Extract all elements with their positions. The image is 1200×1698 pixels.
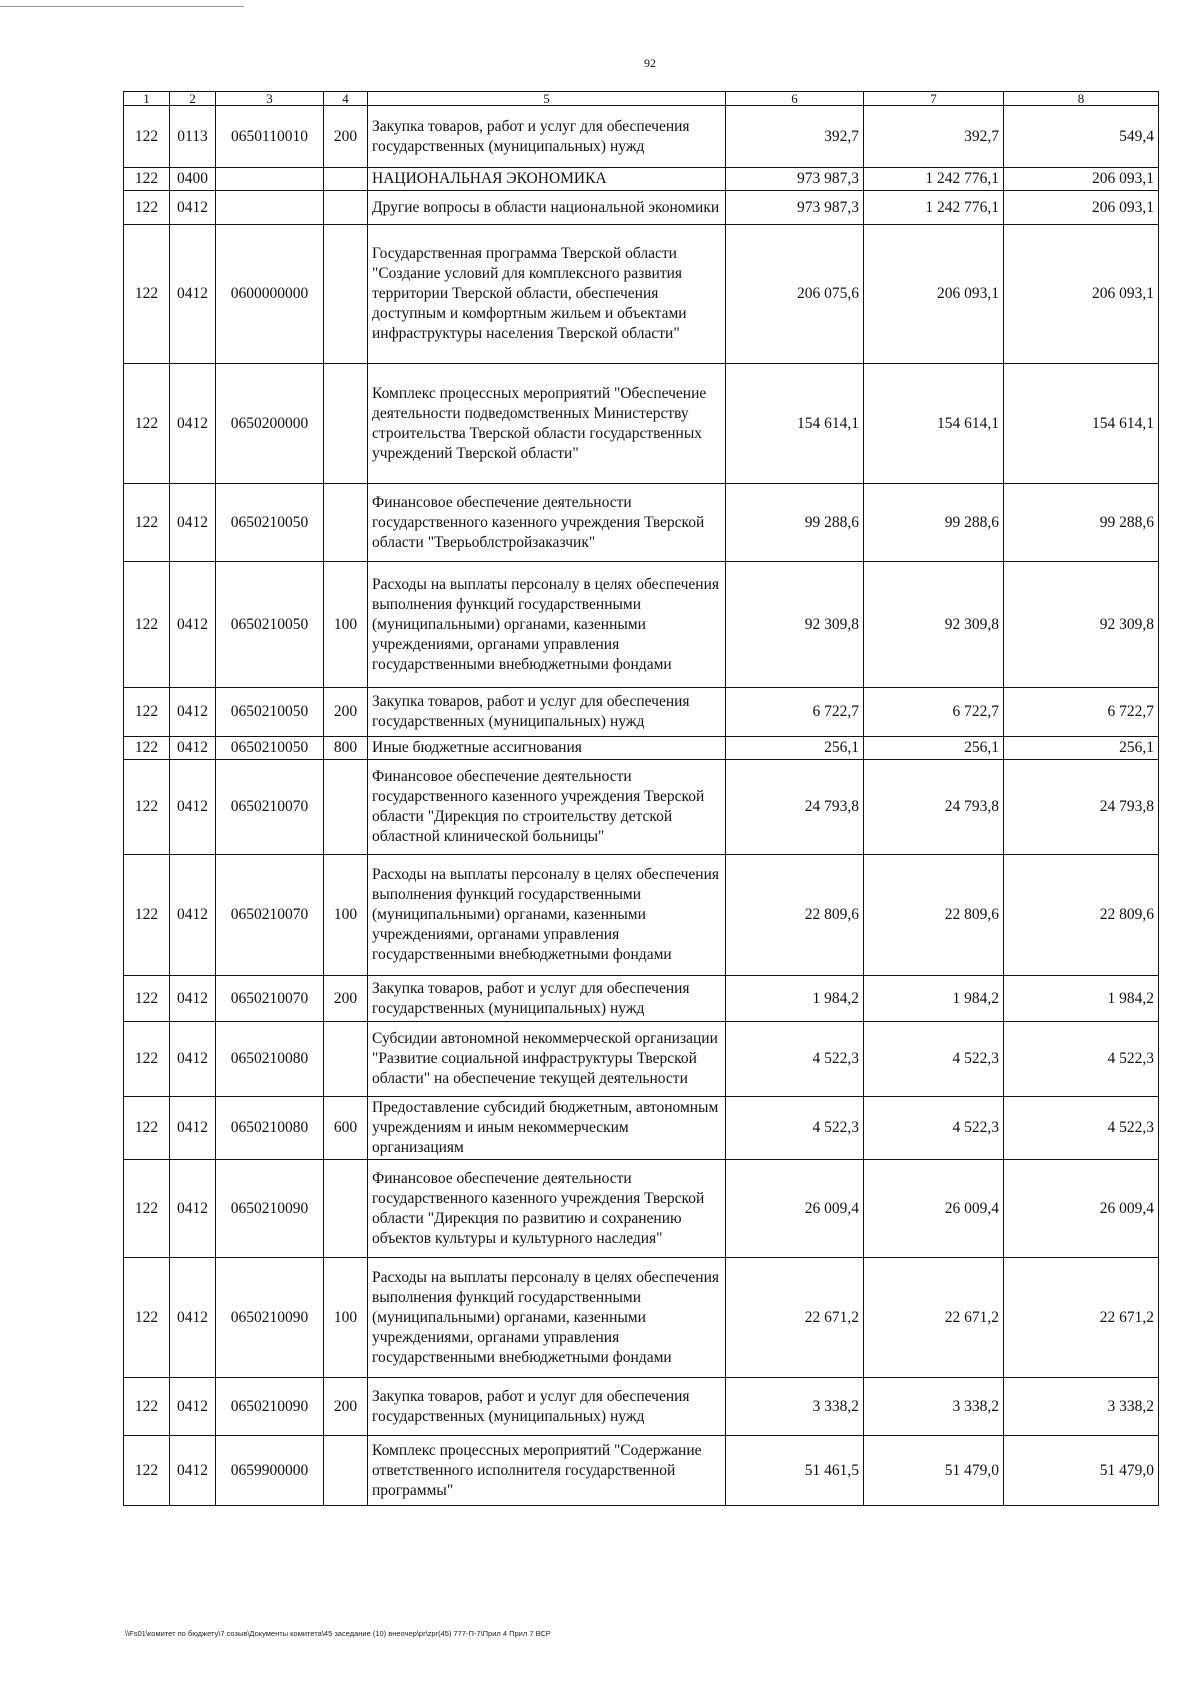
amount-col8-cell: 3 338,2 <box>1004 1378 1159 1436</box>
amount-col6-cell: 973 987,3 <box>726 168 864 191</box>
column-header: 3 <box>216 92 324 106</box>
amount-col7-cell: 1 242 776,1 <box>864 191 1004 225</box>
amount-col8-cell: 206 093,1 <box>1004 225 1159 364</box>
table-row <box>124 225 1159 364</box>
target-article-cell <box>216 191 324 225</box>
table-row <box>124 191 1159 225</box>
amount-col7-cell: 392,7 <box>864 106 1004 168</box>
amount-col6-cell: 154 614,1 <box>726 364 864 484</box>
target-article-cell: 0650210090 <box>216 1378 324 1436</box>
target-article-cell: 0650210050 <box>216 688 324 737</box>
target-article-cell <box>216 168 324 191</box>
amount-col8-cell: 1 984,2 <box>1004 976 1159 1022</box>
section-code-cell: 0412 <box>170 1378 216 1436</box>
amount-col8-cell: 99 288,6 <box>1004 484 1159 562</box>
item-name-cell: Расходы на выплаты персоналу в целях обеспечения выполнения функций государственными (муниципальными) органами, казенными учреждениями, органами управления государственными внебюджетными фондами <box>368 1258 726 1378</box>
expense-type-cell <box>324 760 368 855</box>
amount-col8-cell: 92 309,8 <box>1004 562 1159 688</box>
chapter-code-cell: 122 <box>124 760 170 855</box>
section-code-cell: 0400 <box>170 168 216 191</box>
item-name-cell: Другие вопросы в области национальной экономики <box>368 191 726 225</box>
table-row <box>124 1258 1159 1378</box>
chapter-code-cell: 122 <box>124 225 170 364</box>
section-code-cell: 0412 <box>170 1258 216 1378</box>
amount-col6-cell: 92 309,8 <box>726 562 864 688</box>
section-code-cell: 0412 <box>170 737 216 760</box>
target-article-cell: 0650210080 <box>216 1022 324 1097</box>
amount-col8-cell: 154 614,1 <box>1004 364 1159 484</box>
amount-col7-cell: 99 288,6 <box>864 484 1004 562</box>
target-article-cell: 0600000000 <box>216 225 324 364</box>
scan-top-rule <box>0 6 244 7</box>
amount-col7-cell: 92 309,8 <box>864 562 1004 688</box>
table-row <box>124 737 1159 760</box>
amount-col7-cell: 6 722,7 <box>864 688 1004 737</box>
expense-type-cell: 200 <box>324 688 368 737</box>
chapter-code-cell: 122 <box>124 1022 170 1097</box>
expense-type-cell <box>324 364 368 484</box>
column-header: 2 <box>170 92 216 106</box>
amount-col6-cell: 22 809,6 <box>726 855 864 976</box>
section-code-cell: 0412 <box>170 976 216 1022</box>
item-name-cell: НАЦИОНАЛЬНАЯ ЭКОНОМИКА <box>368 168 726 191</box>
amount-col8-cell: 549,4 <box>1004 106 1159 168</box>
item-name-cell: Финансовое обеспечение деятельности государственного казенного учреждения Тверской области "Дирекция по развитию и сохранению объектов культуры и культурного наследия" <box>368 1160 726 1258</box>
amount-col6-cell: 22 671,2 <box>726 1258 864 1378</box>
expense-type-cell: 100 <box>324 855 368 976</box>
item-name-cell: Финансовое обеспечение деятельности государственного казенного учреждения Тверской области "Дирекция по строительству детской областной клинической больницы" <box>368 760 726 855</box>
amount-col7-cell: 26 009,4 <box>864 1160 1004 1258</box>
table-body <box>124 106 1159 1506</box>
table-row <box>124 484 1159 562</box>
section-code-cell: 0412 <box>170 1097 216 1160</box>
amount-col8-cell: 51 479,0 <box>1004 1436 1159 1506</box>
table-row <box>124 855 1159 976</box>
column-number-row <box>124 92 1159 106</box>
amount-col6-cell: 6 722,7 <box>726 688 864 737</box>
target-article-cell: 0650210090 <box>216 1258 324 1378</box>
table-row <box>124 1378 1159 1436</box>
item-name-cell: Предоставление субсидий бюджетным, автономным учреждениям и иным некоммерческим организациям <box>368 1097 726 1160</box>
amount-col6-cell: 1 984,2 <box>726 976 864 1022</box>
chapter-code-cell: 122 <box>124 976 170 1022</box>
column-header: 5 <box>368 92 726 106</box>
table-row <box>124 1022 1159 1097</box>
chapter-code-cell: 122 <box>124 106 170 168</box>
expense-type-cell: 200 <box>324 976 368 1022</box>
expense-type-cell: 100 <box>324 562 368 688</box>
amount-col7-cell: 22 671,2 <box>864 1258 1004 1378</box>
amount-col8-cell: 6 722,7 <box>1004 688 1159 737</box>
amount-col7-cell: 4 522,3 <box>864 1097 1004 1160</box>
section-code-cell: 0412 <box>170 1160 216 1258</box>
item-name-cell: Расходы на выплаты персоналу в целях обеспечения выполнения функций государственными (муниципальными) органами, казенными учреждениями, органами управления государственными внебюджетными фондами <box>368 855 726 976</box>
target-article-cell: 0650210080 <box>216 1097 324 1160</box>
amount-col6-cell: 206 075,6 <box>726 225 864 364</box>
table-row <box>124 760 1159 855</box>
expense-type-cell: 200 <box>324 1378 368 1436</box>
amount-col8-cell: 26 009,4 <box>1004 1160 1159 1258</box>
section-code-cell: 0412 <box>170 484 216 562</box>
chapter-code-cell: 122 <box>124 191 170 225</box>
table-row <box>124 168 1159 191</box>
chapter-code-cell: 122 <box>124 562 170 688</box>
amount-col6-cell: 973 987,3 <box>726 191 864 225</box>
amount-col7-cell: 51 479,0 <box>864 1436 1004 1506</box>
expense-type-cell <box>324 168 368 191</box>
section-code-cell: 0412 <box>170 1022 216 1097</box>
section-code-cell: 0412 <box>170 760 216 855</box>
table-row <box>124 1160 1159 1258</box>
amount-col8-cell: 22 809,6 <box>1004 855 1159 976</box>
item-name-cell: Иные бюджетные ассигнования <box>368 737 726 760</box>
expense-type-cell <box>324 1436 368 1506</box>
chapter-code-cell: 122 <box>124 1097 170 1160</box>
expense-type-cell <box>324 191 368 225</box>
item-name-cell: Комплекс процессных мероприятий "Содержание ответственного исполнителя государственной программы" <box>368 1436 726 1506</box>
amount-col6-cell: 99 288,6 <box>726 484 864 562</box>
amount-col6-cell: 3 338,2 <box>726 1378 864 1436</box>
amount-col6-cell: 4 522,3 <box>726 1022 864 1097</box>
item-name-cell: Закупка товаров, работ и услуг для обеспечения государственных (муниципальных) нужд <box>368 106 726 168</box>
section-code-cell: 0113 <box>170 106 216 168</box>
expense-type-cell <box>324 1022 368 1097</box>
amount-col7-cell: 4 522,3 <box>864 1022 1004 1097</box>
table-row <box>124 106 1159 168</box>
budget-table <box>123 91 1159 1506</box>
chapter-code-cell: 122 <box>124 737 170 760</box>
amount-col6-cell: 51 461,5 <box>726 1436 864 1506</box>
item-name-cell: Закупка товаров, работ и услуг для обеспечения государственных (муниципальных) нужд <box>368 1378 726 1436</box>
expense-type-cell <box>324 1160 368 1258</box>
table-row <box>124 1097 1159 1160</box>
expense-type-cell: 600 <box>324 1097 368 1160</box>
section-code-cell: 0412 <box>170 364 216 484</box>
section-code-cell: 0412 <box>170 562 216 688</box>
table-row <box>124 688 1159 737</box>
footer-file-path: \\Fs01\комитет по бюджету\7 созыв\Документы комитета\45 заседание (10) внеочер\pr\zpr(45) 777-П-7\Прил 4 Прил 7 ВСР <box>125 1629 551 1638</box>
target-article-cell: 0650210050 <box>216 484 324 562</box>
target-article-cell: 0650210070 <box>216 976 324 1022</box>
amount-col8-cell: 206 093,1 <box>1004 168 1159 191</box>
item-name-cell: Расходы на выплаты персоналу в целях обеспечения выполнения функций государственными (муниципальными) органами, казенными учреждениями, органами управления государственными внебюджетными фондами <box>368 562 726 688</box>
item-name-cell: Финансовое обеспечение деятельности государственного казенного учреждения Тверской области "Тверьоблстройзаказчик" <box>368 484 726 562</box>
column-header: 7 <box>864 92 1004 106</box>
chapter-code-cell: 122 <box>124 855 170 976</box>
chapter-code-cell: 122 <box>124 168 170 191</box>
table-row <box>124 562 1159 688</box>
item-name-cell: Государственная программа Тверской области "Создание условий для комплексного развития территории Тверской области, обеспечения доступным и комфортным жильем и объектами инфраструктуры населения Тверской области" <box>368 225 726 364</box>
target-article-cell: 0650210070 <box>216 855 324 976</box>
amount-col8-cell: 256,1 <box>1004 737 1159 760</box>
target-article-cell: 0650200000 <box>216 364 324 484</box>
table-row <box>124 1436 1159 1506</box>
table-header <box>124 92 1159 106</box>
column-header: 8 <box>1004 92 1159 106</box>
amount-col7-cell: 1 984,2 <box>864 976 1004 1022</box>
amount-col7-cell: 24 793,8 <box>864 760 1004 855</box>
target-article-cell: 0650110010 <box>216 106 324 168</box>
chapter-code-cell: 122 <box>124 688 170 737</box>
amount-col8-cell: 22 671,2 <box>1004 1258 1159 1378</box>
table-row <box>124 364 1159 484</box>
amount-col7-cell: 22 809,6 <box>864 855 1004 976</box>
chapter-code-cell: 122 <box>124 1160 170 1258</box>
item-name-cell: Закупка товаров, работ и услуг для обеспечения государственных (муниципальных) нужд <box>368 688 726 737</box>
expense-type-cell: 100 <box>324 1258 368 1378</box>
section-code-cell: 0412 <box>170 1436 216 1506</box>
section-code-cell: 0412 <box>170 855 216 976</box>
chapter-code-cell: 122 <box>124 1378 170 1436</box>
chapter-code-cell: 122 <box>124 364 170 484</box>
amount-col6-cell: 26 009,4 <box>726 1160 864 1258</box>
table-row <box>124 976 1159 1022</box>
amount-col6-cell: 392,7 <box>726 106 864 168</box>
section-code-cell: 0412 <box>170 191 216 225</box>
amount-col7-cell: 256,1 <box>864 737 1004 760</box>
expense-type-cell <box>324 225 368 364</box>
target-article-cell: 0650210050 <box>216 562 324 688</box>
chapter-code-cell: 122 <box>124 484 170 562</box>
section-code-cell: 0412 <box>170 225 216 364</box>
item-name-cell: Субсидии автономной некоммерческой организации "Развитие социальной инфраструктуры Тверской области" на обеспечение текущей деятельности <box>368 1022 726 1097</box>
item-name-cell: Закупка товаров, работ и услуг для обеспечения государственных (муниципальных) нужд <box>368 976 726 1022</box>
target-article-cell: 0650210070 <box>216 760 324 855</box>
chapter-code-cell: 122 <box>124 1436 170 1506</box>
expense-type-cell: 800 <box>324 737 368 760</box>
amount-col6-cell: 4 522,3 <box>726 1097 864 1160</box>
amount-col7-cell: 3 338,2 <box>864 1378 1004 1436</box>
section-code-cell: 0412 <box>170 688 216 737</box>
chapter-code-cell: 122 <box>124 1258 170 1378</box>
amount-col7-cell: 206 093,1 <box>864 225 1004 364</box>
amount-col8-cell: 4 522,3 <box>1004 1022 1159 1097</box>
amount-col7-cell: 154 614,1 <box>864 364 1004 484</box>
column-header: 4 <box>324 92 368 106</box>
amount-col7-cell: 1 242 776,1 <box>864 168 1004 191</box>
page-number: 92 <box>644 56 656 70</box>
target-article-cell: 0650210090 <box>216 1160 324 1258</box>
item-name-cell: Комплекс процессных мероприятий "Обеспечение деятельности подведомственных Министерству строительства Тверской области государственных учреждений Тверской области" <box>368 364 726 484</box>
column-header: 6 <box>726 92 864 106</box>
expense-type-cell: 200 <box>324 106 368 168</box>
column-header: 1 <box>124 92 170 106</box>
amount-col8-cell: 4 522,3 <box>1004 1097 1159 1160</box>
amount-col6-cell: 256,1 <box>726 737 864 760</box>
target-article-cell: 0650210050 <box>216 737 324 760</box>
expense-type-cell <box>324 484 368 562</box>
amount-col8-cell: 206 093,1 <box>1004 191 1159 225</box>
amount-col6-cell: 24 793,8 <box>726 760 864 855</box>
target-article-cell: 0659900000 <box>216 1436 324 1506</box>
amount-col8-cell: 24 793,8 <box>1004 760 1159 855</box>
